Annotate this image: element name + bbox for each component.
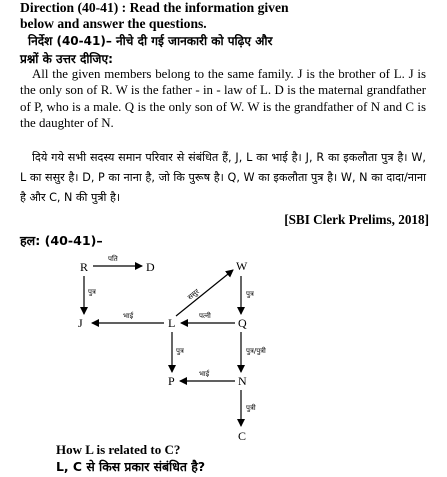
node-c: C [238, 429, 247, 443]
label-n-c: पुत्री [246, 404, 256, 412]
node-q: Q [238, 316, 247, 330]
paragraph-english: All the given members belong to the same family. J is the brother of L. J is the only son of R. W is the father - in - law of L. D is the maternal grandfather of P, who is a male. Q is the only son of W. W is the grandfather of N and C is the daughter of N. [20, 67, 426, 131]
label-r-j: पुत्र [88, 288, 96, 296]
direction-heading-english-cont: below and answer the questions. [20, 16, 207, 31]
label-w-q: पुत्र [246, 290, 254, 298]
node-l: L [168, 316, 176, 330]
label-n-p: भाई [199, 370, 210, 378]
edge-l-w [176, 270, 233, 316]
label-q-l: पत्नी [199, 312, 211, 320]
solution-label: हल: (40-41)– [20, 233, 103, 248]
node-r: R [80, 260, 89, 274]
label-r-d: पति [108, 255, 118, 263]
paragraph-hindi: दिये गये सभी सदस्य समान परिवार से संबंधित हैं, J, L का भाई है। J, R का इकलौता पुत्र है। W, L का ससुर है। D, P का नाना है, जो कि पुरूष है। Q, W का इकलौता पुत्र है। W, N का दादा/नाना है और C, N की पुत्री है। [20, 151, 426, 204]
question-english: How L is related to C? [56, 442, 181, 457]
label-l-w: ससुर [186, 287, 201, 302]
direction-heading-english: Direction (40-41) : Read the information given [20, 0, 289, 15]
node-d: D [146, 260, 155, 274]
label-l-j: भाई [123, 312, 134, 320]
label-l-p: पुत्र [176, 347, 184, 355]
node-n: N [238, 374, 247, 388]
node-p: P [168, 374, 175, 388]
label-q-n: पुत्र/पुत्री [246, 347, 266, 355]
direction-heading-hindi: निर्देश (40-41)– नीचे दी गई जानकारी को पढ़िए और [28, 34, 273, 48]
direction-heading-hindi-cont: प्रश्नों के उत्तर दीजिए: [20, 52, 113, 66]
node-w: W [236, 259, 248, 273]
node-j: J [78, 316, 83, 330]
source-citation: [SBI Clerk Prelims, 2018] [284, 212, 429, 227]
question-hindi: L, C से किस प्रकार संबंधित है? [56, 459, 206, 474]
